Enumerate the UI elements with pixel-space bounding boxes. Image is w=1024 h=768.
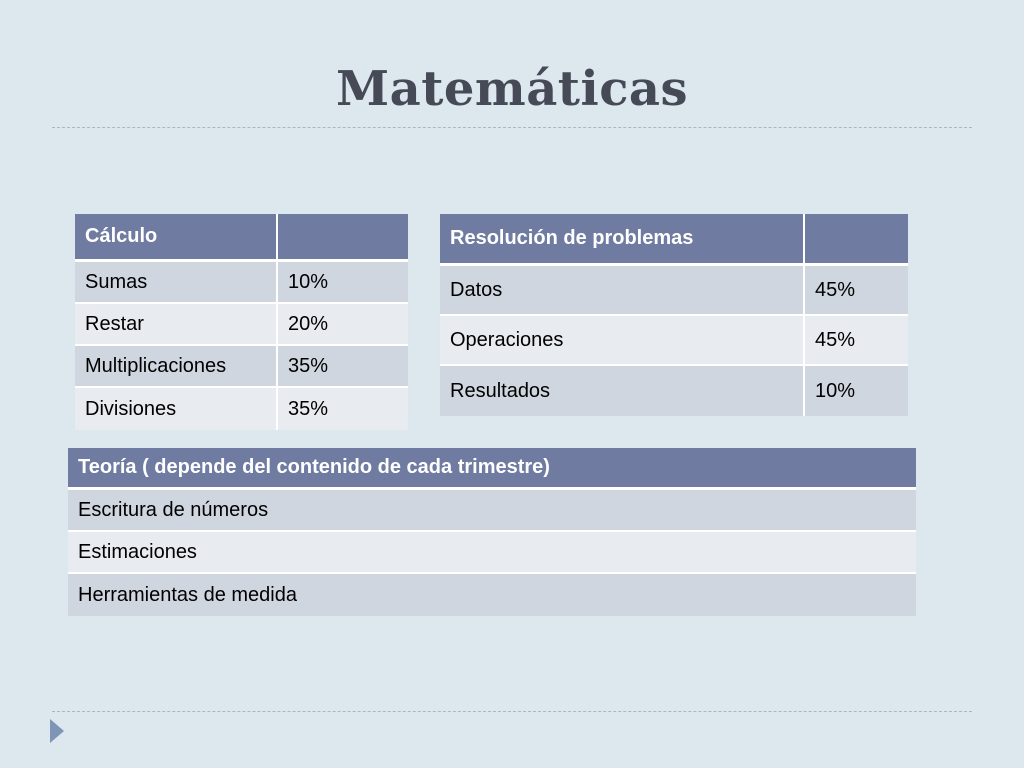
slide-title: Matemáticas	[335, 61, 689, 117]
table-header-row	[75, 214, 408, 262]
table-cell-item: Estimaciones	[68, 532, 916, 574]
table-row	[75, 262, 408, 304]
table-cell-percent: 20%	[278, 304, 408, 346]
table-row	[68, 574, 916, 616]
table-header-cell: Resolución de problemas	[440, 214, 805, 266]
table-cell-item: Resultados	[440, 366, 805, 416]
table-cell-item: Restar	[75, 304, 278, 346]
table-row	[68, 490, 916, 532]
table-cell-item: Multiplicaciones	[75, 346, 278, 388]
teoria-table	[68, 448, 916, 616]
title-divider	[52, 127, 972, 128]
table-row	[75, 304, 408, 346]
table-cell-percent: 35%	[278, 346, 408, 388]
table-header-cell	[805, 214, 908, 266]
calculo-table	[75, 214, 408, 430]
table-cell-percent: 10%	[805, 366, 908, 416]
table-row	[75, 346, 408, 388]
play-triangle-icon[interactable]	[50, 719, 64, 743]
table-cell-item: Herramientas de medida	[68, 574, 916, 616]
table-row	[440, 266, 908, 316]
table-row	[68, 532, 916, 574]
footer-divider	[52, 711, 972, 712]
table-header-row	[68, 448, 916, 490]
table-cell-percent: 45%	[805, 316, 908, 366]
table-cell-item: Escritura de números	[68, 490, 916, 532]
table-row	[75, 388, 408, 430]
table-header-row	[440, 214, 908, 266]
table-row	[440, 316, 908, 366]
table-cell-percent: 45%	[805, 266, 908, 316]
table-row	[440, 366, 908, 416]
problemas-table	[440, 214, 908, 416]
table-cell-item: Divisiones	[75, 388, 278, 430]
table-cell-item: Datos	[440, 266, 805, 316]
table-header-cell	[278, 214, 408, 262]
table-cell-item: Operaciones	[440, 316, 805, 366]
table-header-cell: Cálculo	[75, 214, 278, 262]
table-cell-item: Sumas	[75, 262, 278, 304]
table-cell-percent: 35%	[278, 388, 408, 430]
table-header-cell: Teoría ( depende del contenido de cada trimestre)	[68, 448, 916, 490]
table-cell-percent: 10%	[278, 262, 408, 304]
